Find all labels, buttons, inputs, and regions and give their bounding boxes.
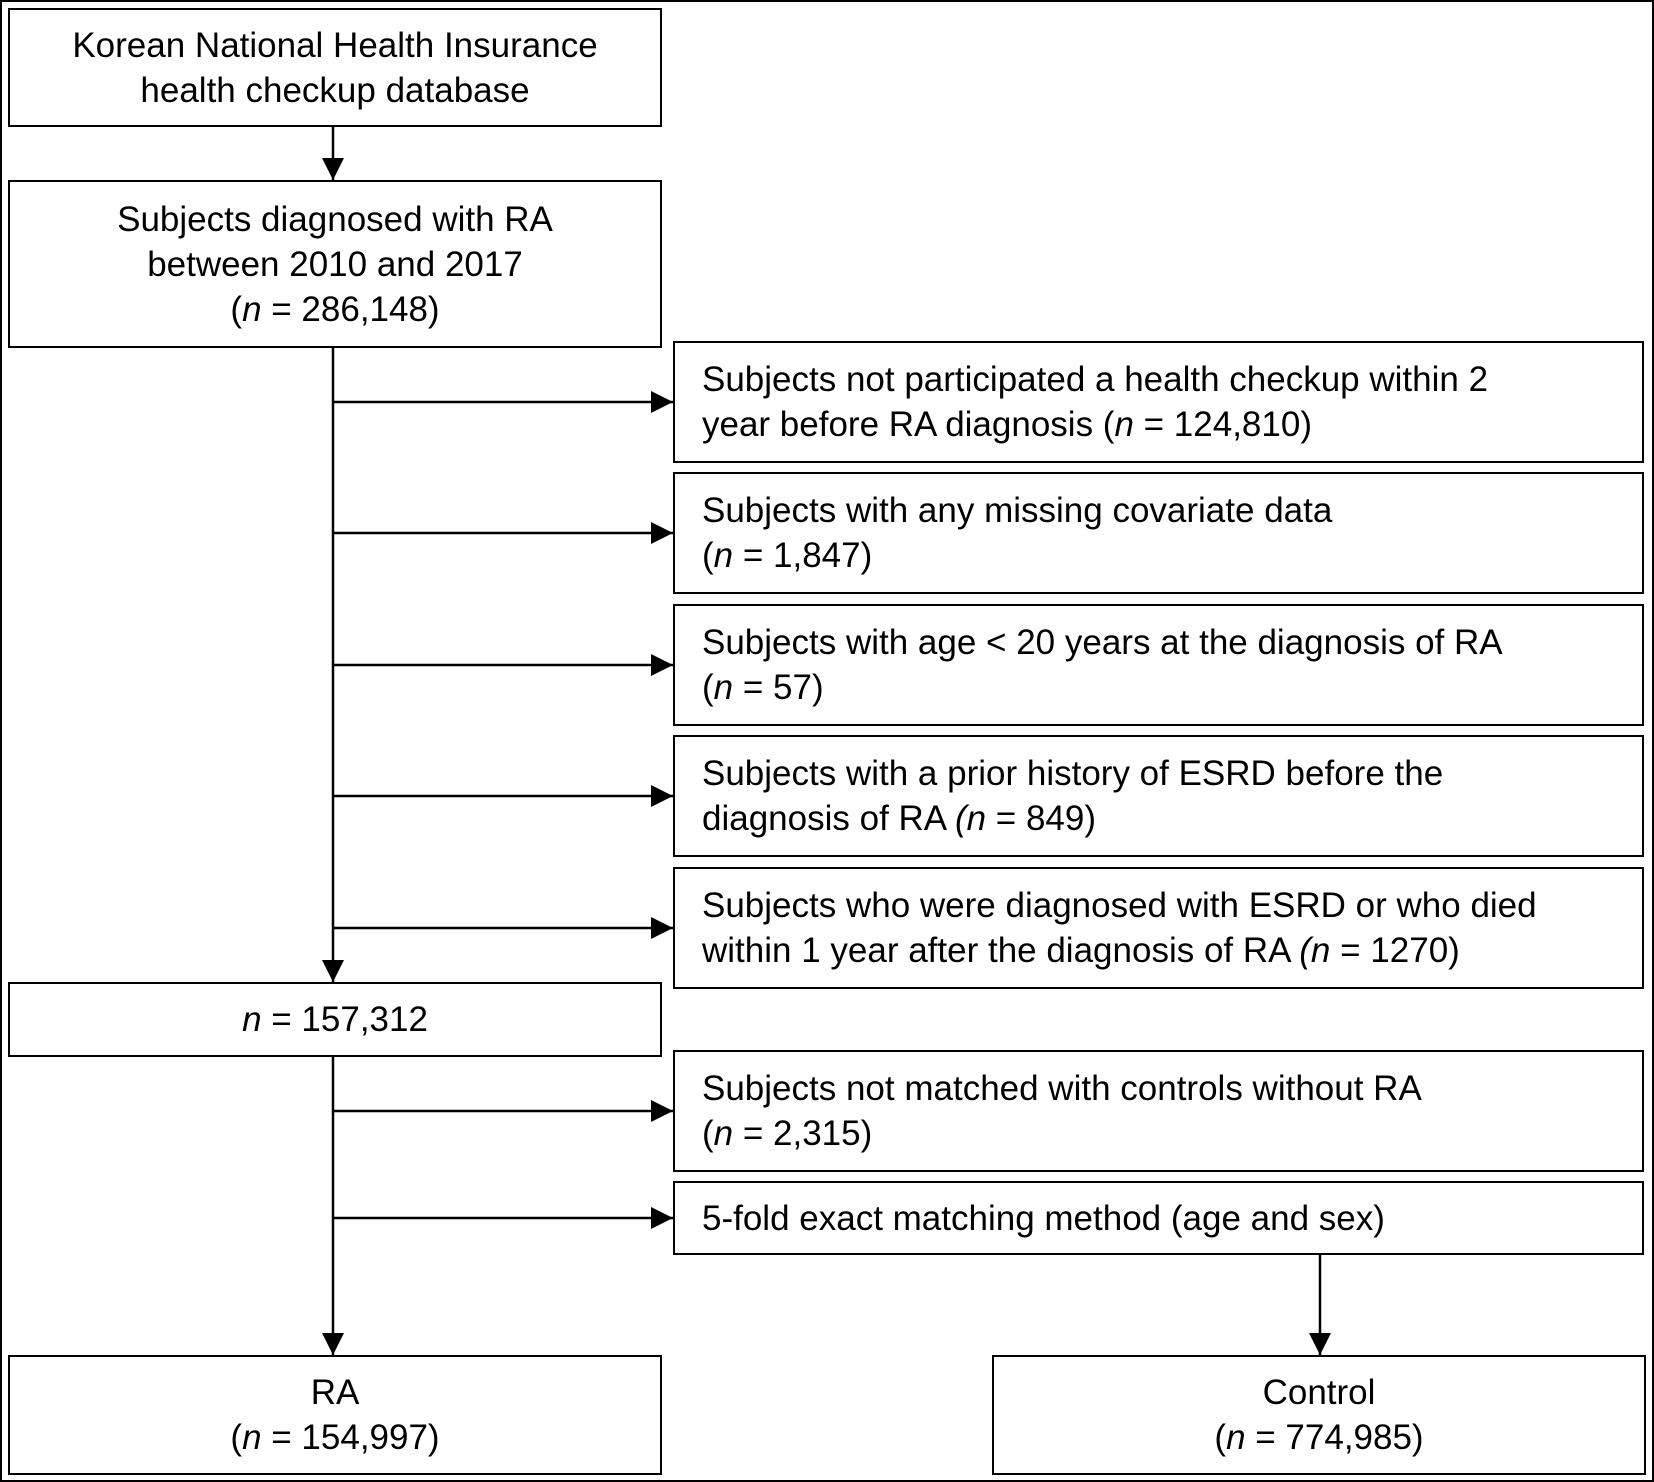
text-segment: ( bbox=[702, 536, 714, 575]
text-segment: ( bbox=[702, 668, 714, 707]
text-segment: = 1270) bbox=[1330, 931, 1460, 970]
text-segment: Subjects with age < 20 years at the diagnosis of RA bbox=[702, 623, 1503, 662]
text-segment: ( bbox=[230, 289, 243, 329]
box-text-line bbox=[702, 883, 1537, 928]
exclusion-box-no-checkup bbox=[673, 341, 1644, 463]
box-text-line bbox=[702, 1066, 1422, 1111]
text-segment: = 124,810) bbox=[1133, 405, 1312, 444]
ra-final-box bbox=[8, 1355, 662, 1475]
italic-text-segment: (n bbox=[954, 799, 987, 838]
text-segment: within 1 year after the diagnosis of RA bbox=[702, 931, 1300, 970]
italic-text-segment: n bbox=[713, 1114, 734, 1153]
text-segment: = 57) bbox=[733, 668, 824, 707]
box-text-line bbox=[702, 928, 1460, 973]
text-segment: = 849) bbox=[986, 799, 1097, 838]
box-text-line bbox=[147, 242, 523, 287]
italic-text-segment: n bbox=[1226, 1418, 1246, 1457]
box-text-line bbox=[702, 402, 1312, 447]
box-text-line bbox=[702, 1196, 1385, 1241]
box-text-line bbox=[702, 357, 1488, 402]
italic-text-segment: n bbox=[1114, 405, 1134, 444]
exclusion-box-esrd-or-death-within-1-year bbox=[673, 867, 1644, 989]
italic-text-segment: n bbox=[713, 668, 734, 707]
box-text-line bbox=[311, 1370, 360, 1415]
text-segment: year before RA diagnosis ( bbox=[702, 405, 1115, 444]
intermediate-count-box bbox=[8, 982, 662, 1057]
italic-text-segment: n bbox=[713, 536, 734, 575]
text-segment: Korean National Health Insurance bbox=[72, 25, 598, 65]
italic-text-segment: n bbox=[242, 1000, 262, 1039]
box-text-line bbox=[1214, 1415, 1423, 1460]
text-segment: = 157,312 bbox=[261, 1000, 428, 1039]
box-text-line bbox=[242, 997, 428, 1042]
text-segment: Control bbox=[1262, 1373, 1376, 1412]
exclusion-box-prior-esrd bbox=[673, 735, 1644, 857]
control-final-box bbox=[992, 1355, 1646, 1475]
text-segment: = 774,985) bbox=[1245, 1418, 1424, 1457]
box-text-line bbox=[117, 197, 553, 242]
text-segment: = 286,148) bbox=[261, 289, 440, 329]
text-segment: Subjects with a prior history of ESRD before the bbox=[702, 754, 1444, 793]
text-segment: RA bbox=[310, 1373, 360, 1412]
box-text-line bbox=[140, 68, 529, 113]
box-text-line bbox=[702, 1111, 872, 1156]
text-segment: = 154,997) bbox=[261, 1418, 440, 1457]
ra-diagnosed-box bbox=[8, 180, 662, 348]
text-segment: = 2,315) bbox=[733, 1114, 873, 1153]
italic-text-segment: (n bbox=[1299, 931, 1331, 970]
box-text-line bbox=[702, 751, 1443, 796]
box-text-line bbox=[230, 1415, 439, 1460]
text-segment: ( bbox=[230, 1418, 243, 1457]
box-text-line bbox=[702, 796, 1096, 841]
box-text-line bbox=[702, 620, 1503, 665]
source-database-box bbox=[8, 8, 662, 127]
text-segment: Subjects not matched with controls without RA bbox=[702, 1069, 1422, 1108]
text-segment: health checkup database bbox=[140, 70, 530, 110]
box-text-line bbox=[72, 23, 597, 68]
text-segment: ( bbox=[702, 1114, 714, 1153]
box-text-line bbox=[1263, 1370, 1376, 1415]
text-segment: diagnosis of RA bbox=[702, 799, 955, 838]
text-segment: = 1,847) bbox=[733, 536, 873, 575]
matching-method-box bbox=[673, 1181, 1644, 1255]
text-segment: Subjects not participated a health checkup within 2 bbox=[702, 360, 1489, 399]
exclusion-box-age-under-20 bbox=[673, 604, 1644, 726]
text-segment: Subjects with any missing covariate data bbox=[702, 491, 1333, 530]
box-text-line bbox=[702, 488, 1332, 533]
italic-text-segment: n bbox=[242, 1418, 262, 1457]
text-segment: Subjects who were diagnosed with ESRD or who died bbox=[702, 886, 1537, 925]
not-matched-box bbox=[673, 1050, 1644, 1172]
text-segment: 5-fold exact matching method (age and sex) bbox=[702, 1198, 1385, 1238]
box-text-line bbox=[702, 533, 872, 578]
text-segment: between 2010 and 2017 bbox=[147, 244, 523, 284]
italic-text-segment: n bbox=[242, 289, 262, 329]
text-segment: Subjects diagnosed with RA bbox=[117, 199, 553, 239]
box-text-line bbox=[230, 287, 439, 332]
box-text-line bbox=[702, 665, 824, 710]
exclusion-box-missing-covariates bbox=[673, 472, 1644, 594]
text-segment: ( bbox=[1214, 1418, 1227, 1457]
